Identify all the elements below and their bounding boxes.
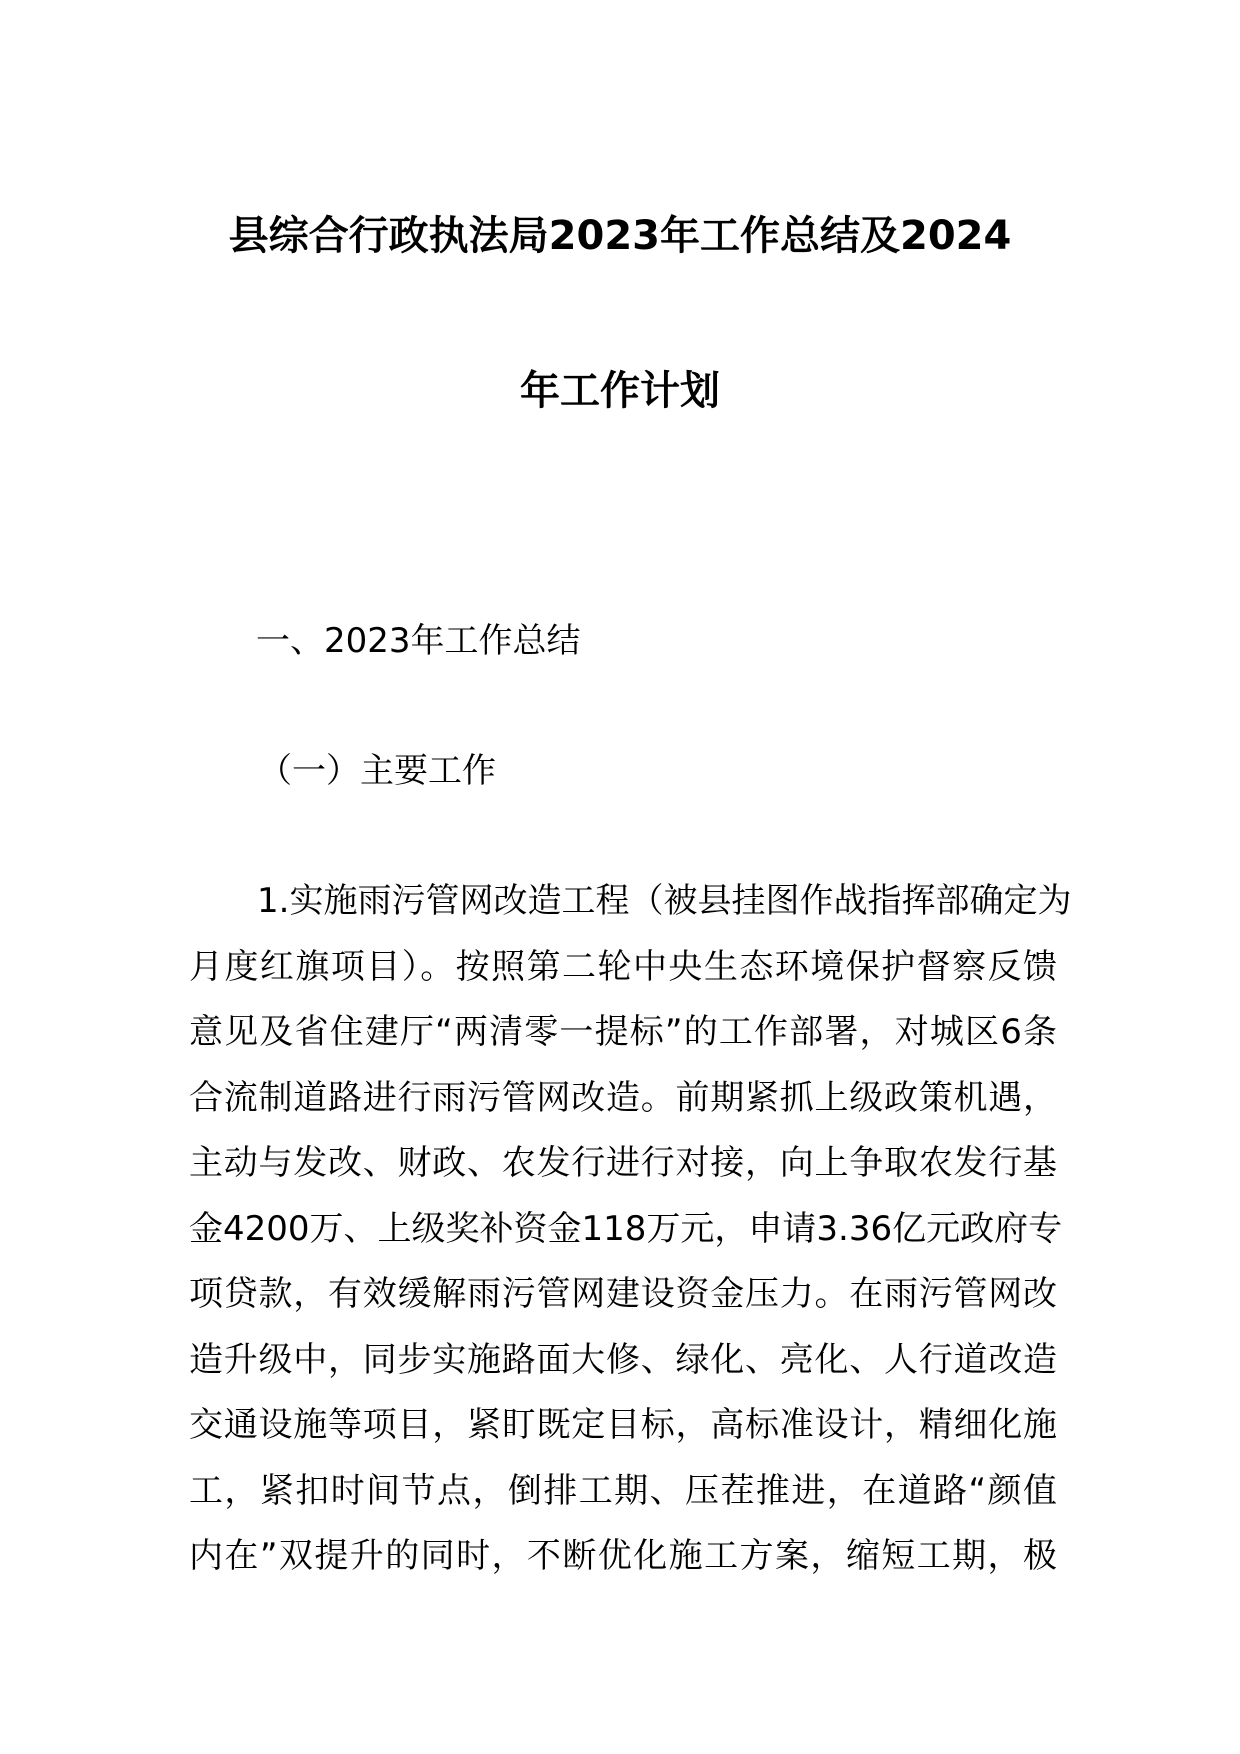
paragraph-line: 内在”双提升的同时，不断优化施工方案，缩短工期，极 (189, 1536, 1057, 1576)
paragraph-line: 造升级中，同步实施路面大修、绿化、亮化、人行道改造 (189, 1339, 1057, 1380)
subsection-heading: （一）主要工作 (258, 751, 496, 791)
paragraph-line: 合流制道路进行雨污管网改造。前期紧抓上级政策机遇， (189, 1077, 1057, 1118)
paragraph-line: 金4200万、上级奖补资金118万元，申请3.36亿元政府专 (189, 1208, 1063, 1249)
paragraph-line: 交通设施等项目，紧盯既定目标，高标准设计，精细化施 (189, 1405, 1057, 1445)
document-title-line-2: 年工作计划 (520, 368, 720, 414)
paragraph-1 (189, 878, 1072, 1599)
section-heading: 一、2023年工作总结 (256, 621, 581, 661)
paragraph-line: 主动与发改、财政、农发行进行对接，向上争取农发行基 (189, 1143, 1057, 1183)
paragraph-line: 工，紧扣时间节点，倒排工期、压茬推进，在道路“颜值 (189, 1470, 1057, 1511)
paragraph-line: 月度红旗项目）。按照第二轮中央生态环境保护督察反馈 (189, 946, 1057, 987)
paragraph-line: 意见及省住建厅“两清零一提标”的工作部署，对城区6条 (189, 1012, 1057, 1052)
paragraph-line: 项贷款，有效缓解雨污管网建设资金压力。在雨污管网改 (189, 1274, 1057, 1314)
document-title-line-1: 县综合行政执法局2023年工作总结及2024 (228, 213, 1012, 259)
paragraph-line: 1.实施雨污管网改造工程（被县挂图作战指挥部确定为 (257, 881, 1072, 921)
